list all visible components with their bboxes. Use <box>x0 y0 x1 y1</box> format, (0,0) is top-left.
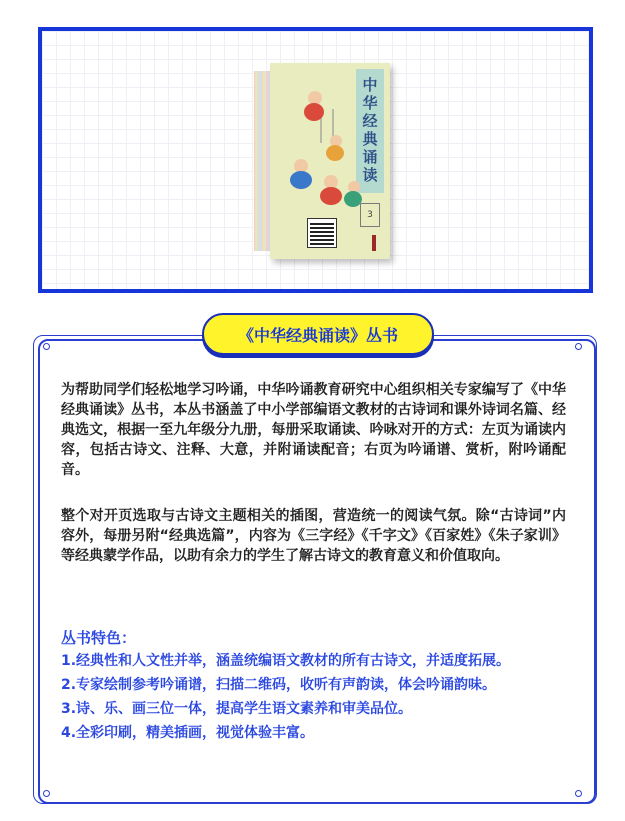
series-title-banner: 《中华经典诵读》丛书 <box>202 313 434 355</box>
product-image-panel <box>38 27 593 293</box>
corner-dot-icon <box>575 343 582 350</box>
illustration-child-body <box>290 171 312 189</box>
qr-code-icon <box>308 219 336 247</box>
illustration-child-body <box>304 103 324 121</box>
illustration-child-body <box>320 187 342 205</box>
illustration-paragraph: 整个对开页选取与古诗文主题相关的插图，营造统一的阅读气氛。除“古诗词”内容外，每册另附“经典选篇”，内容为《三字经》《千字文》《百家姓》《朱子家训》等经典蒙学作品，以助有余力的学生了解古诗文的教育意义和价值取向。 <box>61 508 566 564</box>
book-stack-edges-inner <box>262 71 270 251</box>
cover-title: 中华经典诵读 <box>360 77 379 185</box>
book-stack-edges <box>254 71 262 251</box>
illustration-child-body <box>326 145 344 161</box>
corner-dot-icon <box>43 343 50 350</box>
cover-title-block <box>356 69 384 193</box>
corner-dot-icon <box>43 790 50 797</box>
publisher-logo-icon <box>372 235 376 251</box>
features-heading: 丛书特色： <box>61 629 137 647</box>
feature-item: 1.经典性和人文性并举，涵盖统编语文教材的所有古诗文，并适度拓展。 <box>61 653 511 669</box>
features-list <box>61 649 510 745</box>
corner-dot-icon <box>575 790 582 797</box>
intro-paragraph: 为帮助同学们轻松地学习吟诵，中华吟诵教育研究中心组织相关专家编写了《中华经典诵读》丛书，本丛书涵盖了中小学部编语文教材的古诗词和课外诗词名篇、经典选文，根据一至九年级分九册，每册采取诵读、吟咏对开的方式：左页为诵读内容，包括古诗文、注释、大意，并附诵读配音；右页为吟诵谱、赏析，附吟诵配音。 <box>61 382 566 478</box>
feature-item: 4.全彩印刷，精美插画，视觉体验丰富。 <box>61 725 315 741</box>
feature-item: 3.诗、乐、画三位一体，提高学生语文素养和审美品位。 <box>61 701 413 717</box>
book-set-image <box>254 63 390 259</box>
feature-item: 2.专家绘制参考吟诵谱，扫描二维码，收听有声韵读，体会吟诵韵味。 <box>61 677 497 693</box>
grade-tag: 3 <box>360 203 380 227</box>
book-cover <box>270 63 390 259</box>
